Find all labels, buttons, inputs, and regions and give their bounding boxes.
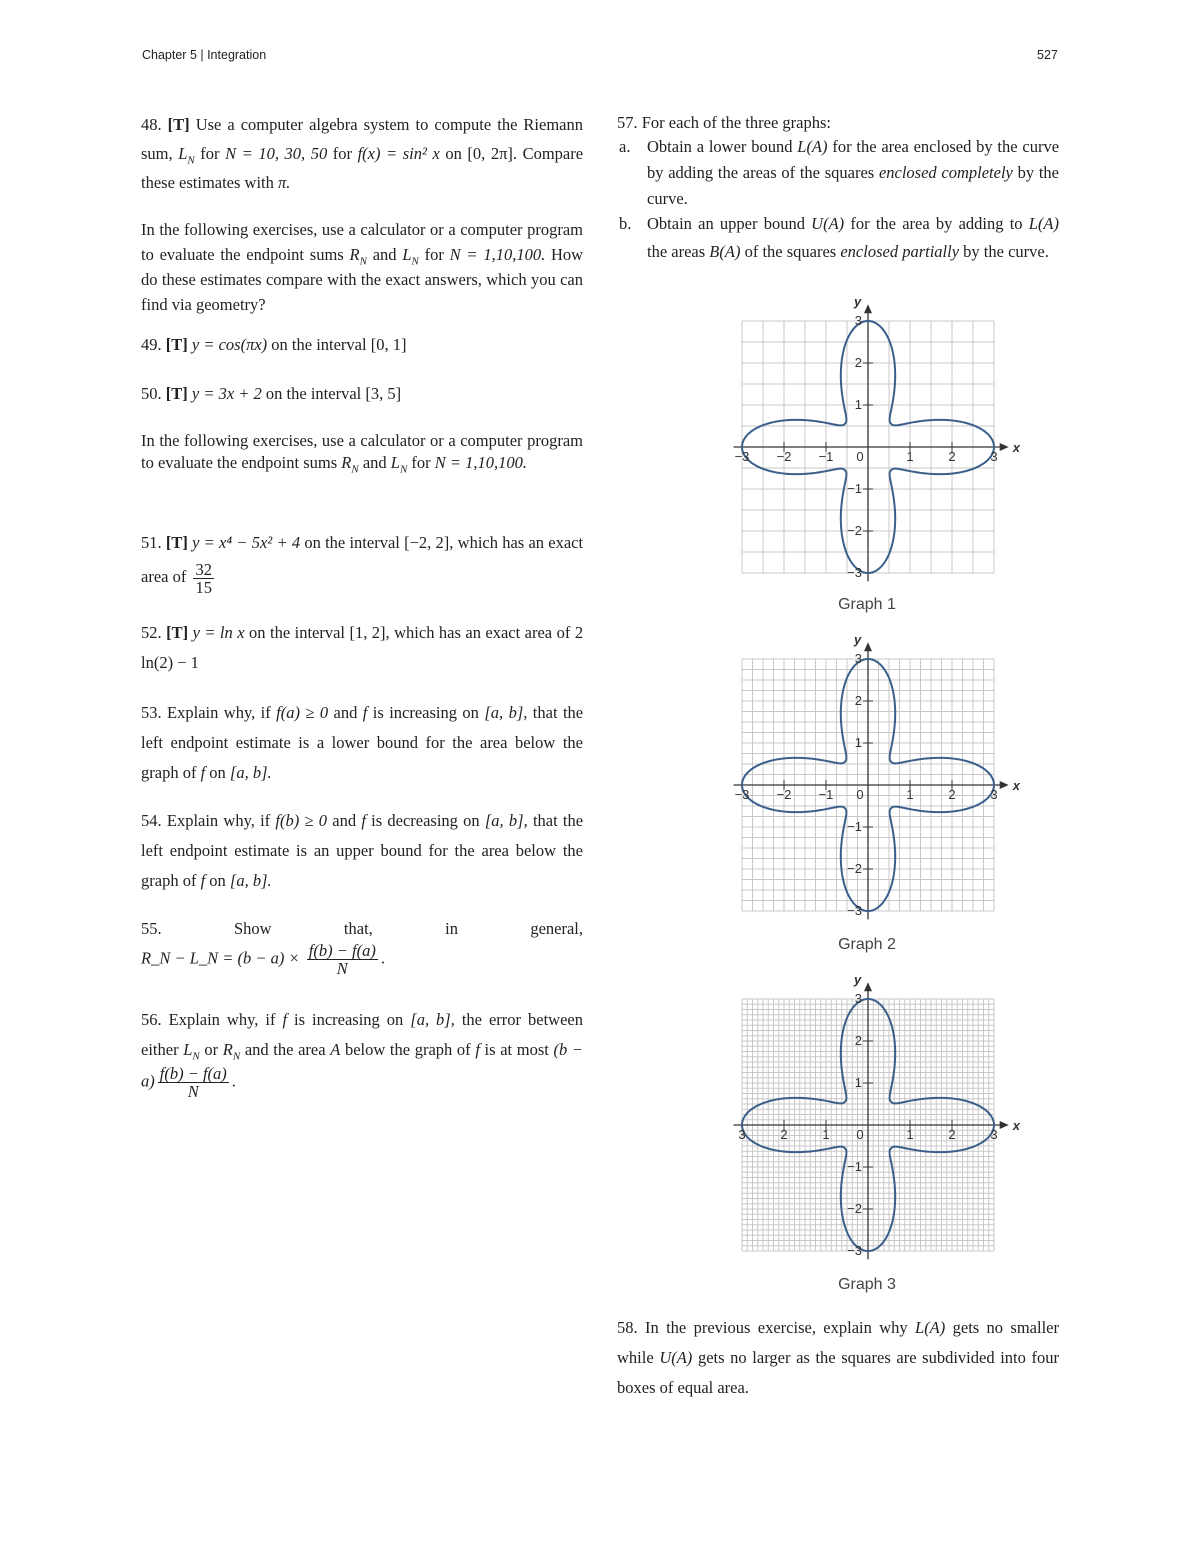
y-tick-label: −2 — [847, 1201, 862, 1216]
text: Obtain an upper bound — [647, 214, 805, 233]
y-axis-arrow — [864, 304, 872, 313]
math-LN: $L_N$ — [178, 144, 195, 167]
x-tick-label: 3 — [990, 1127, 998, 1142]
text: which has an exact area of — [394, 623, 571, 642]
text: is decreasing on — [371, 811, 480, 830]
exercise-number: 55. — [141, 919, 162, 938]
x-tick-label: −3 — [734, 449, 750, 464]
y-tick-label: 1 — [854, 735, 862, 750]
y-tick-label: −1 — [847, 819, 862, 834]
math-condition: f(b) ≥ 0 — [275, 811, 328, 830]
math-LA: L(A) — [797, 137, 828, 156]
y-tick-label: 2 — [854, 355, 862, 370]
y-axis-label: y — [854, 972, 862, 988]
y-tick-label: −2 — [847, 523, 862, 538]
exercise-number: 49. — [141, 335, 162, 354]
math-UA: U(A) — [811, 214, 845, 233]
text: is at most — [484, 1040, 549, 1059]
exercise-58 — [617, 1313, 1059, 1403]
y-tick-label: 1 — [854, 397, 862, 412]
math-interval: [1, 2], — [349, 623, 390, 642]
math-interval: [a, b], — [484, 703, 528, 722]
item-label: a. — [619, 137, 631, 156]
x-tick-label: 2 — [948, 449, 956, 464]
text: Explain why, if — [166, 811, 271, 830]
text: for the area by adding to — [850, 214, 1023, 233]
math-fraction: $\frac{f(b) - f(a)}{N}$ — [308, 941, 376, 978]
x-tick-label: 2 — [780, 1127, 788, 1142]
x-tick-label: 0 — [856, 787, 864, 802]
emphasis: enclosed completely — [878, 163, 1013, 182]
x-tick-label: −3 — [734, 787, 750, 802]
y-tick-label: −2 — [847, 861, 862, 876]
math-f: f — [282, 1010, 288, 1029]
math-interval: [a, b], — [484, 811, 528, 830]
x-tick-label: 3 — [990, 787, 998, 802]
exercise-number: 54. — [141, 811, 162, 830]
math-interval: [3, 5] — [365, 384, 402, 403]
text: that the left endpoint estimate is a lower bound for the area below the graph of — [141, 703, 584, 782]
y-tick-label: 1 — [854, 1075, 862, 1090]
text: on the interval — [271, 335, 367, 354]
text: on the interval — [249, 623, 345, 642]
exercise-number: 57. — [617, 113, 638, 132]
x-axis-arrow — [1000, 1121, 1009, 1129]
y-tick-label: 3 — [854, 991, 862, 1006]
y-axis-label: y — [854, 632, 862, 648]
x-axis-label: x — [1012, 1118, 1020, 1133]
graph-2 — [718, 630, 1018, 920]
math-width: (b − a) — [141, 1040, 584, 1091]
text: that, — [343, 919, 373, 938]
exercise-51 — [141, 526, 583, 596]
text: gets no larger as the squares are subdivided into four boxes of equal area. — [617, 1348, 1060, 1397]
math-f: f — [362, 703, 368, 722]
math-interval: [a, b]. — [229, 763, 272, 782]
text: and — [332, 811, 357, 830]
y-tick-label: 3 — [854, 313, 862, 328]
math-condition: f(a) ≥ 0 — [276, 703, 329, 722]
y-axis-arrow — [864, 642, 872, 651]
text: In the following exercises, use a calculator or a computer program to evaluate the endpoint sums — [141, 220, 583, 264]
text: below the graph of — [344, 1040, 471, 1059]
x-axis-arrow — [1000, 443, 1009, 451]
exercise-55 — [141, 914, 583, 977]
y-tick-label: −1 — [847, 1159, 862, 1174]
math-equation: y = 3x + 2 — [191, 384, 262, 403]
text: is increasing on — [294, 1010, 404, 1029]
text: In the following exercises, use a calculator or a computer program to evaluate the endpoint sums — [141, 431, 583, 472]
exercise-54 — [141, 806, 583, 896]
text: the areas — [647, 242, 706, 261]
exercise-48 — [141, 110, 583, 197]
x-tick-label: 1 — [906, 449, 914, 464]
text: the error between either — [141, 1010, 583, 1059]
math-f: f — [475, 1040, 480, 1059]
text: or — [204, 1040, 219, 1059]
text: that the left endpoint estimate is an upper bound for the area below the graph of — [141, 811, 584, 890]
math-n-values: N = 1,10,100. — [449, 245, 546, 264]
math-equation: y = x⁴ − 5x² + 4 — [192, 533, 301, 552]
text: gets no smaller while — [617, 1318, 1059, 1367]
exercise-number: 53. — [141, 703, 162, 722]
text: on — [445, 144, 462, 163]
math-function: f(x) = sin² x — [357, 144, 440, 163]
text: In the previous exercise, explain why — [644, 1318, 908, 1337]
y-axis-label: y — [854, 294, 862, 310]
graph-1 — [718, 292, 1018, 582]
x-tick-label: −2 — [776, 787, 792, 802]
page-number: 527 — [1037, 48, 1058, 62]
math-fraction: $\frac{32}{15}$ — [195, 559, 212, 597]
y-tick-label: 2 — [854, 693, 862, 708]
exercise-number: 50. — [141, 384, 162, 403]
item-label: b. — [619, 214, 632, 233]
text: on — [209, 871, 226, 890]
technology-tag: [T] — [165, 533, 188, 552]
exercise-number: 58. — [617, 1318, 638, 1337]
text: which has an exact area of — [141, 533, 584, 586]
exercise-number: 52. — [141, 623, 162, 642]
y-tick-label: −3 — [847, 903, 862, 918]
exercise-number: 51. — [141, 533, 162, 552]
graph-3-caption: Graph 3 — [838, 1276, 896, 1293]
text: Explain why, if — [167, 703, 271, 722]
text: for — [424, 245, 444, 264]
text: and the area — [244, 1040, 326, 1059]
exercise-50 — [141, 379, 583, 408]
x-tick-label: 0 — [856, 1127, 864, 1142]
y-tick-label: −1 — [847, 481, 862, 496]
math-UA: U(A) — [659, 1348, 693, 1367]
x-tick-label: 0 — [856, 449, 864, 464]
math-RN: $R_N$ — [349, 245, 367, 268]
text: and — [372, 245, 397, 264]
y-axis-arrow — [864, 982, 872, 991]
exercise-49 — [141, 330, 583, 359]
graph-2-caption: Graph 2 — [838, 936, 896, 953]
y-tick-label: −3 — [847, 1243, 862, 1258]
math-pi: π. — [278, 173, 291, 192]
math-n-values: N = 1,10,100. — [434, 453, 528, 472]
exercise-57 — [617, 110, 1059, 136]
instructions-1 — [141, 217, 583, 317]
y-tick-label: 2 — [854, 1033, 862, 1048]
running-header: Chapter 5 | Integration — [142, 48, 267, 62]
exercise-55-formula: R_N − L_N = (b − a) × $\frac{f(b) - f(a)}{N}$ . — [141, 941, 385, 978]
text: in — [445, 919, 458, 938]
math-LN: $L_N$ — [402, 245, 419, 268]
x-tick-label: 3 — [990, 449, 998, 464]
technology-tag: [T] — [167, 115, 190, 134]
x-tick-label: 2 — [948, 1127, 956, 1142]
emphasis: enclosed partially — [840, 242, 960, 261]
math-f: f — [361, 811, 366, 830]
text: for — [411, 453, 431, 472]
y-tick-label: 3 — [854, 651, 862, 666]
text: of the squares — [744, 242, 837, 261]
exercise-57b — [619, 210, 1060, 266]
text: for — [332, 144, 353, 163]
exercise-53 — [141, 698, 583, 788]
math-f: f — [200, 871, 206, 890]
math-interval: [a, b], — [410, 1010, 455, 1029]
graph-1-caption: Graph 1 — [838, 596, 896, 613]
math-interval: [−2, 2], — [404, 533, 454, 552]
x-axis-arrow — [1000, 781, 1009, 789]
graph-3 — [718, 970, 1018, 1260]
math-interval: [a, b]. — [229, 871, 272, 890]
x-tick-label: 1 — [906, 1127, 914, 1142]
text: is increasing on — [372, 703, 479, 722]
technology-tag: [T] — [166, 623, 189, 642]
math-LN: $L_N$ — [390, 453, 408, 476]
exercise-number: 56. — [141, 1010, 162, 1029]
text: for the area enclosed by the curve by adding the areas of the squares — [647, 137, 1060, 182]
text: How do these estimates compare with the exact answers, which you can find via geometry? — [141, 245, 584, 314]
math-interval: [0, 2π] — [467, 144, 513, 163]
instructions-2 — [141, 430, 583, 474]
x-tick-label: −2 — [776, 449, 792, 464]
math-fraction: $\frac{f(b) - f(a)}{N}$ — [159, 1064, 227, 1101]
math-equation: y = ln x — [192, 623, 245, 642]
text: Obtain a lower bound — [647, 137, 793, 156]
x-tick-label: −1 — [818, 449, 834, 464]
math-n-values: N = 10, 30, 50 — [225, 144, 328, 163]
left-column — [141, 110, 583, 1110]
x-tick-label: 1 — [906, 787, 914, 802]
text: by the curve. — [647, 163, 1059, 208]
math-RN: $R_N$ — [341, 453, 359, 476]
x-tick-label: 2 — [948, 787, 956, 802]
exercise-55-line1 — [141, 914, 583, 944]
math-area: 2 ln(2) − 1 — [141, 623, 584, 672]
text: Use a computer algebra system to compute the Riemann sum, — [141, 115, 583, 163]
exercise-57a — [619, 134, 1060, 212]
text: by the curve. — [963, 242, 1049, 261]
exercise-number: 48. — [141, 115, 162, 134]
x-tick-label: 1 — [822, 1127, 830, 1142]
text: general, — [530, 919, 583, 938]
x-axis-label: x — [1012, 440, 1020, 455]
y-tick-label: −3 — [847, 565, 862, 580]
math-A: A — [330, 1040, 341, 1059]
text: Explain why, if — [168, 1010, 276, 1029]
x-axis-label: x — [1012, 778, 1020, 793]
math-f: f — [200, 763, 206, 782]
math-BA: B(A) — [709, 242, 741, 261]
math-lhs: R_N − L_N = (b − a) × — [141, 948, 300, 968]
text: and — [362, 453, 387, 472]
math-equation: y = cos(πx) — [191, 335, 268, 354]
technology-tag: [T] — [165, 335, 188, 354]
text: on the interval — [304, 533, 400, 552]
text: on the interval — [265, 384, 362, 403]
x-tick-label: 3 — [738, 1127, 746, 1142]
math-LN: $L_N$ — [183, 1040, 200, 1063]
text: For each of the three graphs: — [641, 113, 831, 132]
text: for — [200, 144, 220, 163]
x-tick-label: −1 — [818, 787, 834, 802]
math-LA: L(A) — [1028, 214, 1060, 233]
exercise-52 — [141, 618, 583, 678]
text: on — [209, 763, 226, 782]
math-LA: L(A) — [915, 1318, 946, 1337]
math-RN: $R_N$ — [222, 1040, 241, 1063]
technology-tag: [T] — [165, 384, 188, 403]
text: Show — [233, 919, 272, 938]
math-interval: [0, 1] — [370, 335, 407, 354]
text: and — [333, 703, 358, 722]
exercise-56: 56. Explain why, if f is increasing on [a, b], the error between either $L_N$ or $R_N$ and the area A below the graph of f is at most (b − a) $\frac{f(b) - f(a)}{N}$ . — [141, 1010, 584, 1101]
text: . Compare these estimates with — [141, 144, 584, 192]
